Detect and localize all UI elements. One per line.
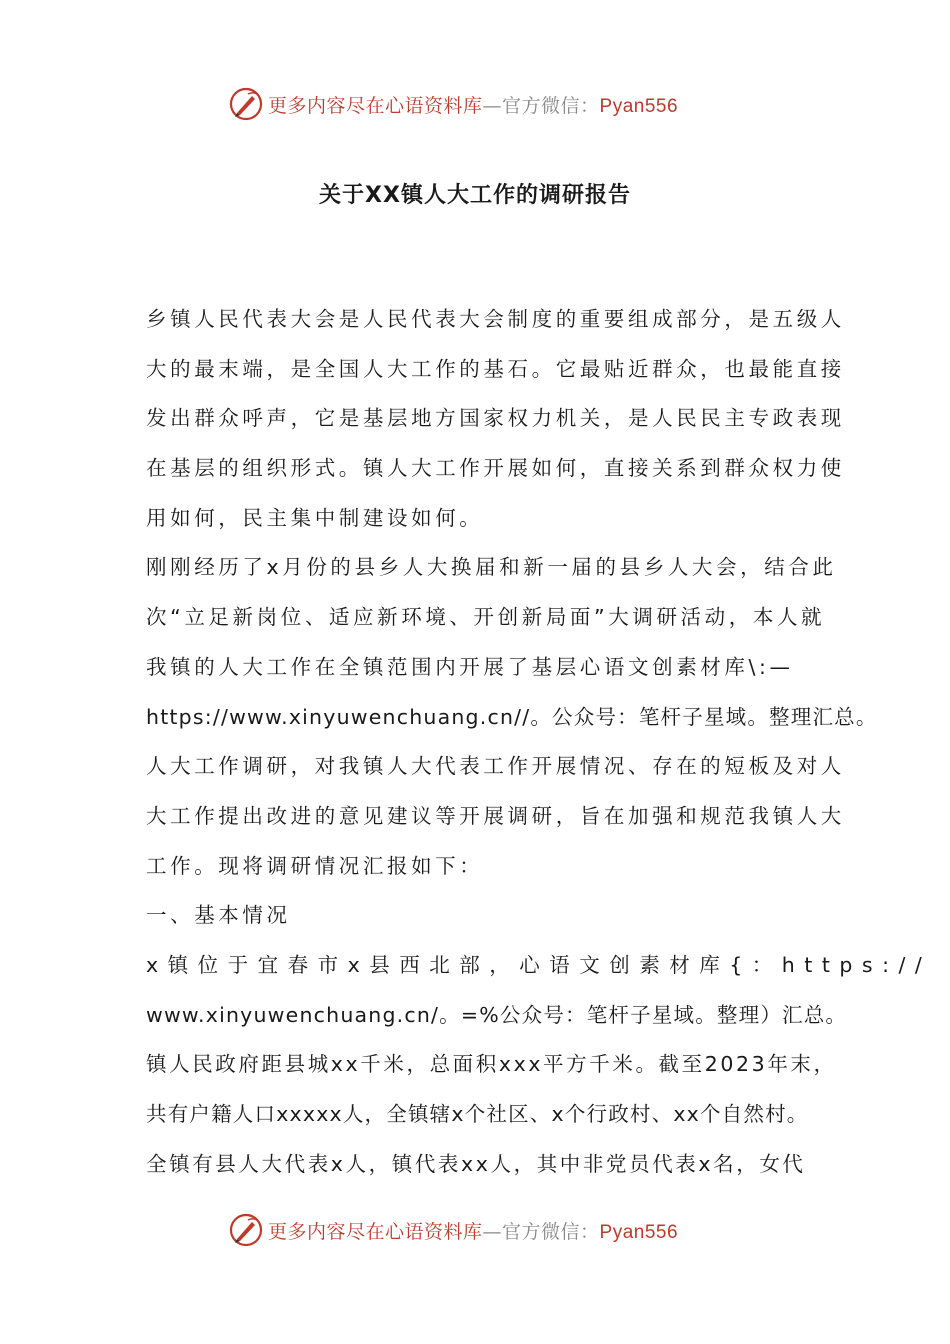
header-banner-text: [268, 91, 678, 118]
body-line: 次“立足新岗位、适应新环境、开创新局面”大调研活动，本人就: [146, 605, 826, 630]
body-line: 全镇有县人大代表x人，镇代表xx人，其中非党员代表x名，女代: [146, 1151, 806, 1176]
body-line: 大的最末端，是全国人大工作的基石。它最贴近群众，也最能直接: [146, 356, 845, 381]
body-line: www.xinyuwenchuang.cn/。=%公众号：笔杆子星域。整理）汇总。: [146, 1002, 848, 1027]
body-line: 发出群众呼声，它是基层地方国家权力机关，是人民民主专政表现: [146, 406, 845, 431]
body-line: 工作。现将调研情况汇报如下：: [146, 853, 484, 878]
body-line: 用如何，民主集中制建设如何。: [146, 505, 484, 530]
header-wechat-id: Pyan556: [599, 95, 679, 117]
body-line: 人大工作调研，对我镇人大代表工作开展情况、存在的短板及对人: [146, 754, 845, 779]
body-line: 刚刚经历了x月份的县乡人大换届和新一届的县乡人大会，结合此: [146, 555, 837, 580]
body-line: 在基层的组织形式。镇人大工作开展如何，直接关系到群众权力使: [146, 456, 845, 481]
body-line: 一、基本情况: [146, 903, 291, 928]
body-line: 大工作提出改进的意见建议等开展调研，旨在加强和规范我镇人大: [146, 803, 845, 828]
footer-banner-text: [268, 1217, 678, 1244]
body-line: 镇人民政府距县城xx千米，总面积xxx平方千米。截至2023年末，: [146, 1052, 837, 1077]
footer-wechat-id: Pyan556: [599, 1221, 679, 1243]
header-banner: [228, 84, 748, 124]
body-line: 我镇的人大工作在全镇范围内开展了基层心语文创素材库\:—: [146, 654, 794, 679]
body-line: x镇位于宜春市x县西北部，心语文创素材库{：https://: [146, 952, 932, 977]
body-line: 乡镇人民代表大会是人民代表大会制度的重要组成部分，是五级人: [146, 307, 845, 331]
document-title: 关于XX镇人大工作的调研报告: [319, 183, 631, 208]
body-line: https://www.xinyuwenchuang.cn//。公众号：笔杆子星域。整理汇总。: [146, 704, 878, 729]
header-banner-slogan: 更多内容尽在心语资料库: [268, 94, 483, 117]
footer-banner-slogan: 更多内容尽在心语资料库: [268, 1220, 483, 1243]
pen-logo-icon: [228, 1212, 264, 1248]
footer-banner-separator: —: [482, 1220, 503, 1243]
footer-wechat-label: 官方微信：: [502, 1220, 600, 1243]
pen-logo-icon: [228, 86, 264, 122]
document-body: [146, 300, 932, 1194]
header-banner-separator: —: [482, 94, 503, 117]
body-line: 共有户籍人口xxxxx人，全镇辖x个社区、x个行政村、xx个自然村。: [146, 1102, 809, 1126]
header-wechat-label: 官方微信：: [502, 94, 600, 117]
footer-banner: [228, 1210, 748, 1250]
